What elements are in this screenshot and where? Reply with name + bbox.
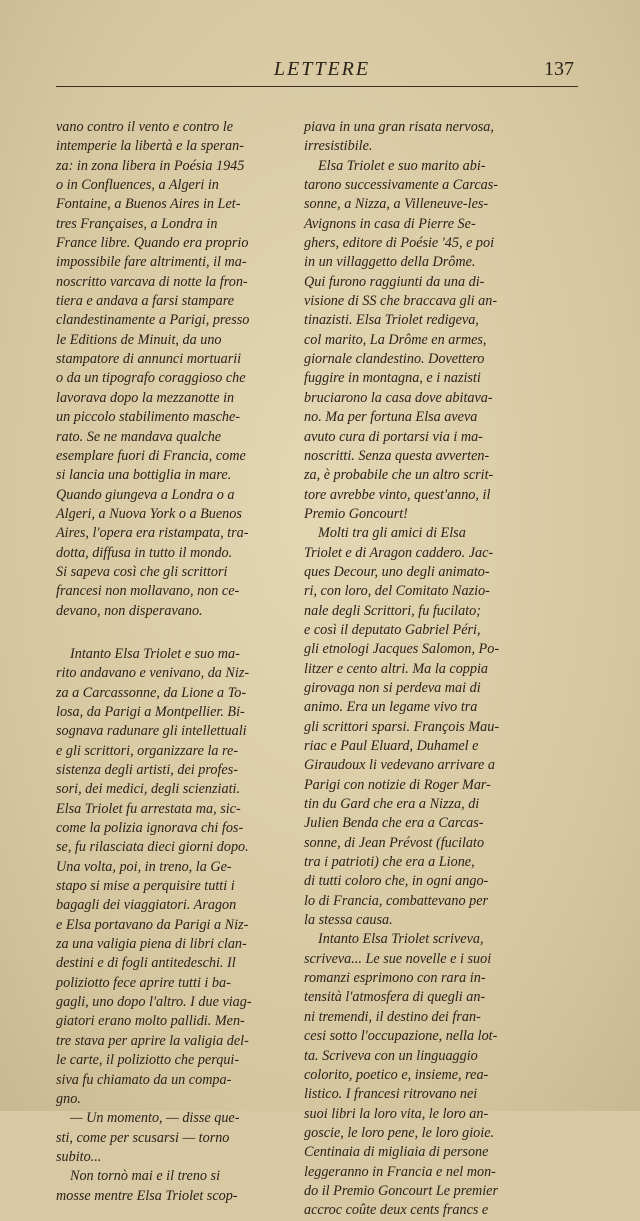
text-line: za: in zona libera in Poésia 1945	[56, 157, 245, 174]
text-line: Julien Benda che era a Carcas-	[304, 815, 484, 832]
text-line: accroc coûte deux cents francs e	[304, 1202, 489, 1219]
text-line: come la polizia ignorava chi fos-	[56, 820, 244, 837]
text-line: gli etnologi Jacques Salomon, Po-	[304, 641, 500, 658]
text-line: sti, come per scusarsi — torno	[56, 1129, 230, 1146]
text-line: Si sapeva così che gli scrittori	[56, 563, 228, 580]
text-line: mosse mentre Elsa Triolet scop-	[56, 1187, 238, 1204]
text-line: gli scrittori sparsi. François Mau-	[304, 718, 500, 735]
text-line: Intanto Elsa Triolet scriveva,	[318, 931, 484, 948]
text-line: tiera e andava a farsi stampare	[56, 293, 234, 310]
paragraph	[56, 1109, 294, 1167]
text-line: si lancia una bottiglia in mare.	[56, 467, 232, 484]
text-line: litzer e cento altri. Ma la coppia	[304, 660, 489, 677]
text-line: intemperie la libertà e la speran-	[56, 138, 244, 155]
text-line: Elsa Triolet e suo marito abi-	[318, 157, 486, 174]
text-line: o da un tipografo coraggioso che	[56, 370, 246, 387]
paragraph	[56, 118, 294, 621]
text-line: Fontaine, a Buenos Aires in Let-	[56, 196, 241, 213]
page-number: 137	[544, 58, 574, 80]
right-column	[304, 118, 572, 1221]
text-line: sonne, a Nizza, a Villeneuve-les-	[304, 196, 489, 213]
text-line: fuggire in montagna, e i nazisti	[304, 370, 481, 387]
text-line: gno.	[56, 1090, 81, 1107]
text-line: vano contro il vento e contro le	[56, 119, 234, 135]
text-line: sistenza degli artisti, dei profes-	[56, 762, 238, 778]
text-line: romanzi esprimono con rara in-	[304, 970, 486, 987]
text-line: Non tornò mai e il treno si	[70, 1168, 221, 1185]
text-line: — Un momento, — disse que-	[70, 1110, 240, 1127]
paragraph	[56, 1167, 294, 1206]
paragraph	[304, 524, 572, 930]
text-line: za a Carcassonne, da Lione a To-	[56, 684, 247, 701]
text-line: sonne, di Jean Prévost (fucilato	[304, 834, 485, 851]
text-line: avuto cura di portarsi via i ma-	[304, 428, 483, 445]
text-line: piava in una gran risata nervosa,	[304, 119, 494, 135]
text-line: o in Confluences, a Algeri in	[56, 177, 219, 194]
text-line: Avignons in casa di Pierre Se-	[304, 215, 476, 232]
left-column	[56, 118, 294, 1206]
text-line: nale degli Scrittori, fu fucilato;	[304, 602, 481, 619]
text-line: se, fu rilasciata dieci giorni dopo.	[56, 839, 249, 856]
text-line: Elsa Triolet fu arrestata ma, sic-	[56, 800, 241, 817]
text-line: clandestinamente a Parigi, presso	[56, 312, 250, 329]
text-line: tin du Gard che era a Nizza, di	[304, 796, 480, 813]
paragraph	[304, 118, 572, 157]
text-line: rito andavano e venivano, da Niz-	[56, 665, 250, 682]
text-line: giatori erano molto pallidi. Men-	[56, 1013, 245, 1030]
text-line: tre stava per aprire la valigia del-	[56, 1032, 249, 1049]
text-line: rato. Se ne mandava qualche	[56, 428, 222, 445]
text-line: cesi sotto l'occupazione, nella lot-	[304, 1028, 498, 1045]
text-line: no. Ma per fortuna Elsa aveva	[304, 409, 478, 426]
text-line: destini e di fogli antitedeschi. Il	[56, 955, 236, 972]
text-line: e Elsa portavano da Parigi a Niz-	[56, 916, 249, 933]
header-rule	[56, 86, 578, 87]
text-line: ni tremendi, il destino dei fran-	[304, 1008, 481, 1025]
text-line: animo. Era un legame vivo tra	[304, 699, 478, 716]
text-line: Algeri, a Nuova York o a Buenos	[56, 505, 242, 522]
text-line: gagli, uno dopo l'altro. I due viag-	[56, 994, 252, 1011]
text-line: leggeranno in Francia e nel mon-	[304, 1163, 496, 1180]
text-line: ghers, editore di Poésie '45, e poi	[304, 235, 495, 252]
text-line: giornale clandestino. Dovettero	[304, 351, 485, 368]
text-line: goscie, le loro pene, le loro gioie.	[304, 1124, 495, 1141]
text-line: Una volta, poi, in treno, la Ge-	[56, 858, 232, 875]
text-line: bruciarono la casa dove abitava-	[304, 389, 493, 406]
text-line: ta. Scriveva con un linguaggio	[304, 1047, 478, 1064]
text-line: za una valigia piena di libri clan-	[56, 936, 247, 953]
text-line: tensità l'atmosfera di quegli an-	[304, 989, 486, 1006]
text-line: in un villaggetto della Drôme.	[304, 254, 476, 271]
text-line: sori, dei medici, degli scienziati.	[56, 781, 241, 798]
text-line: le Editions de Minuit, da uno	[56, 331, 222, 348]
text-line: francesi non mollavano, non ce-	[56, 583, 240, 600]
text-line: di tutti coloro che, in ogni ango-	[304, 873, 489, 890]
text-line: colorito, poetico e, insieme, rea-	[304, 1066, 489, 1083]
text-line: impossibile fare altrimenti, il ma-	[56, 254, 247, 271]
text-line: stapo si mise a perquisire tutti i	[56, 878, 235, 895]
text-line: girovaga non si perdeva mai di	[304, 679, 481, 696]
text-line: Centinaia di migliaia di persone	[304, 1144, 489, 1161]
text-line: tinazisti. Elsa Triolet redigeva,	[304, 312, 479, 329]
text-line: listico. I francesi ritrovano nei	[304, 1086, 478, 1103]
text-line: riac e Paul Eluard, Duhamel e	[304, 738, 479, 754]
text-line: col marito, La Drôme en armes,	[304, 331, 487, 348]
text-line: Aires, l'opera era ristampata, tra-	[56, 525, 249, 542]
text-line: visione di SS che braccava gli an-	[304, 293, 498, 310]
text-line: subito...	[56, 1148, 102, 1165]
text-line: Premio Goncourt!	[304, 505, 408, 522]
text-line: le carte, il poliziotto che perqui-	[56, 1052, 240, 1069]
text-line: stampatore di annunci mortuarii	[56, 351, 242, 368]
text-line: esemplare fuori di Francia, come	[56, 447, 246, 464]
text-line: scriveva... Le sue novelle e i suoi	[304, 950, 492, 967]
text-line: tres Françaises, a Londra in	[56, 215, 218, 232]
text-line: Parigi con notizie di Roger Mar-	[304, 776, 491, 793]
text-line: losa, da Parigi a Montpellier. Bi-	[56, 703, 245, 720]
text-line: devano, non disperavano.	[56, 602, 203, 619]
text-line: Triolet e di Aragon caddero. Jac-	[304, 544, 494, 561]
paragraph	[56, 645, 294, 1109]
text-line: lavorava dopo la mezzanotte in	[56, 389, 235, 406]
text-line: tarono successivamente a Carcas-	[304, 177, 498, 194]
text-line: un piccolo stabilimento masche-	[56, 409, 241, 426]
text-line: poliziotto fece aprire tutti i ba-	[56, 974, 231, 991]
text-line: dotta, diffusa in tutto il mondo.	[56, 544, 233, 561]
text-line: do il Premio Goncourt Le premier	[304, 1182, 499, 1199]
text-line: e gli scrittori, organizzare la re-	[56, 742, 239, 759]
text-line: Molti tra gli amici di Elsa	[318, 525, 466, 542]
text-line: Qui furono raggiunti da una di-	[304, 273, 485, 290]
header-title: LETTERE	[273, 58, 371, 80]
text-line: France libre. Quando era proprio	[56, 235, 249, 252]
text-line: suoi libri la loro vita, le loro an-	[304, 1105, 489, 1122]
text-line: noscritti. Senza questa avverten-	[304, 447, 490, 464]
text-line: ri, con loro, del Comitato Nazio-	[304, 583, 490, 600]
text-line: lo di Francia, combattevano per	[304, 892, 489, 909]
text-line: bagagli dei viaggiatori. Aragon	[56, 897, 237, 914]
text-line: siva fu chiamato da un compa-	[56, 1071, 232, 1088]
text-line: tore avrebbe vinto, quest'anno, il	[304, 486, 491, 503]
paragraph	[304, 157, 572, 525]
running-header	[70, 56, 574, 84]
text-line: e così il deputato Gabriel Péri,	[304, 621, 481, 638]
text-line: za, è probabile che un altro scrit-	[304, 467, 494, 484]
text-line: tra i patrioti) che era a Lione,	[304, 854, 475, 871]
paragraph	[304, 930, 572, 1220]
text-line: ques Decour, uno degli animato-	[304, 563, 490, 580]
text-line: la stessa causa.	[304, 912, 393, 929]
text-line: noscritto varcava di notte la fron-	[56, 273, 248, 290]
text-line: Giraudoux li vedevano arrivare a	[304, 757, 495, 774]
text-line: sognava radunare gli intellettuali	[56, 723, 247, 740]
text-line: irresistibile.	[304, 138, 373, 155]
text-line: Quando giungeva a Londra o a	[56, 486, 235, 503]
text-line: Intanto Elsa Triolet e suo ma-	[70, 645, 240, 662]
